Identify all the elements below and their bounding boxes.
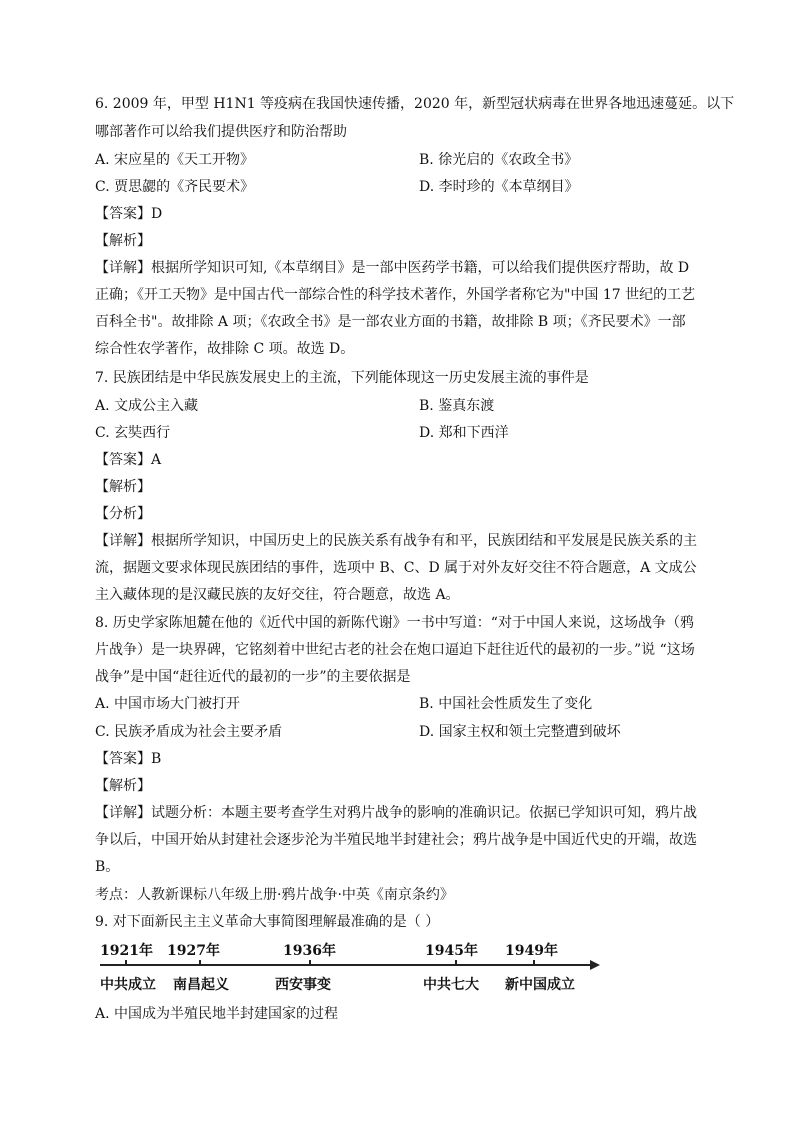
q7-detail-line2: 流，据题文要求体现民族团结的事件，选项中 B、C、D 属于对外友好交往不符合题意，A 文成公 xyxy=(95,560,697,576)
q8-option-b: B. 中国社会性质发生了变化 xyxy=(419,696,593,712)
timeline-year-1936: 1936年 xyxy=(283,943,336,959)
q7-option-c: C. 玄奘西行 xyxy=(95,425,171,441)
q6-detail-line3: 百科全书"。故排除 A 项；《农政全书》是一部农业方面的书籍，故排除 B 项；《齐民要术》一部 xyxy=(95,314,686,330)
timeline-tick xyxy=(309,960,311,966)
q7-analysis-heading: 【解析】 xyxy=(95,479,151,495)
q6-option-b: B. 徐光启的《农政全书》 xyxy=(419,152,579,168)
q6-analysis-heading: 【解析】 xyxy=(95,233,151,249)
q6-answer: 【答案】D xyxy=(95,206,163,222)
q8-detail-line3: B。 xyxy=(95,859,120,875)
q8-analysis-heading: 【解析】 xyxy=(95,778,151,794)
q6-stem-line1: 6. 2009 年，甲型 H1N1 等疫病在我国快速传播，2020 年，新型冠状病毒在世界各地迅速蔓延。以下 xyxy=(95,96,735,112)
q6-option-d: D. 李时珍的《本草纲目》 xyxy=(419,179,579,195)
q6-option-a: A. 宋应星的《天工开物》 xyxy=(95,152,255,168)
timeline-year-1921: 1921年 xyxy=(100,943,153,959)
timeline-label-1921: 中共成立 xyxy=(100,977,156,993)
q8-kaodian: 考点：人教新课标八年级上册·鸦片战争·中英《南京条约》 xyxy=(95,887,454,903)
q8-stem-line2: 片战争）是一块界碑，它铭刻着中世纪古老的社会在炮口逼迫下赶往近代的最初的一步。”说 “这场 xyxy=(95,642,695,658)
q8-stem-line3: 战争”是中国“赶往近代的最初的一步”的主要依据是 xyxy=(95,669,411,685)
timeline-label-1945: 中共七大 xyxy=(423,977,479,993)
timeline-year-1949: 1949年 xyxy=(505,943,558,959)
q6-stem-line2: 哪部著作可以给我们提供医疗和防治帮助 xyxy=(95,124,347,140)
q7-stem: 7. 民族团结是中华民族发展史上的主流，下列能体现这一历史发展主流的事件是 xyxy=(95,370,589,386)
q7-answer: 【答案】A xyxy=(95,452,162,468)
q9-stem: 9. 对下面新民主主义革命大事简图理解最准确的是（ ） xyxy=(95,914,440,930)
timeline-tick xyxy=(533,960,535,966)
timeline-year-1927: 1927年 xyxy=(167,943,220,959)
revolution-timeline xyxy=(95,940,605,1000)
q6-detail-line1: 【详解】根据所学知识可知,《本草纲目》是一部中医药学书籍，可以给我们提供医疗帮助，故 D xyxy=(95,260,690,276)
timeline-tick xyxy=(455,960,457,966)
q6-option-c: C. 贾思勰的《齐民要术》 xyxy=(95,179,255,195)
q6-detail-line2: 正确；《开工天物》是中国古代一部综合性的科学技术著作，外国学者称它为"中国 17 世纪的工艺 xyxy=(95,287,696,303)
q9-option-a: A. 中国成为半殖民地半封建国家的过程 xyxy=(95,1006,339,1022)
timeline-label-1936: 西安事变 xyxy=(275,977,331,993)
q7-detail-line1: 【详解】根据所学知识，中国历史上的民族关系有战争有和平，民族团结和平发展是民族关系的主 xyxy=(95,533,697,549)
timeline-label-1927: 南昌起义 xyxy=(173,977,229,993)
q8-detail-line1: 【详解】试题分析：本题主要考查学生对鸦片战争的影响的准确识记。依据已学知识可知，鸦片战 xyxy=(95,805,697,821)
q8-answer: 【答案】B xyxy=(95,751,162,767)
timeline-axis xyxy=(100,964,592,966)
q7-detail-line3: 主入藏体现的是汉藏民族的友好交往，符合题意，故选 A。 xyxy=(95,587,460,603)
timeline-tick xyxy=(199,960,201,966)
timeline-tick xyxy=(125,960,127,966)
q7-option-d: D. 郑和下西洋 xyxy=(419,425,509,441)
q6-detail-line4: 综合性农学著作，故排除 C 项。故选 D。 xyxy=(95,341,355,357)
q7-option-b: B. 鉴真东渡 xyxy=(419,398,495,414)
q7-option-a: A. 文成公主入藏 xyxy=(95,398,199,414)
timeline-arrow-icon xyxy=(590,960,600,970)
timeline-label-1949: 新中国成立 xyxy=(505,977,575,993)
q7-fenxi-heading: 【分析】 xyxy=(95,506,151,522)
q8-option-c: C. 民族矛盾成为社会主要矛盾 xyxy=(95,724,283,740)
q8-detail-line2: 争以后，中国开始从封建社会逐步沦为半殖民地半封建社会；鸦片战争是中国近代史的开端，故选 xyxy=(95,832,697,848)
q8-stem-line1: 8. 历史学家陈旭麓在他的《近代中国的新陈代谢》一书中写道：“对于中国人来说，这场战争（鸦 xyxy=(95,615,694,631)
q8-option-a: A. 中国市场大门被打开 xyxy=(95,696,241,712)
timeline-year-1945: 1945年 xyxy=(425,943,478,959)
q8-option-d: D. 国家主权和领土完整遭到破坏 xyxy=(419,724,621,740)
